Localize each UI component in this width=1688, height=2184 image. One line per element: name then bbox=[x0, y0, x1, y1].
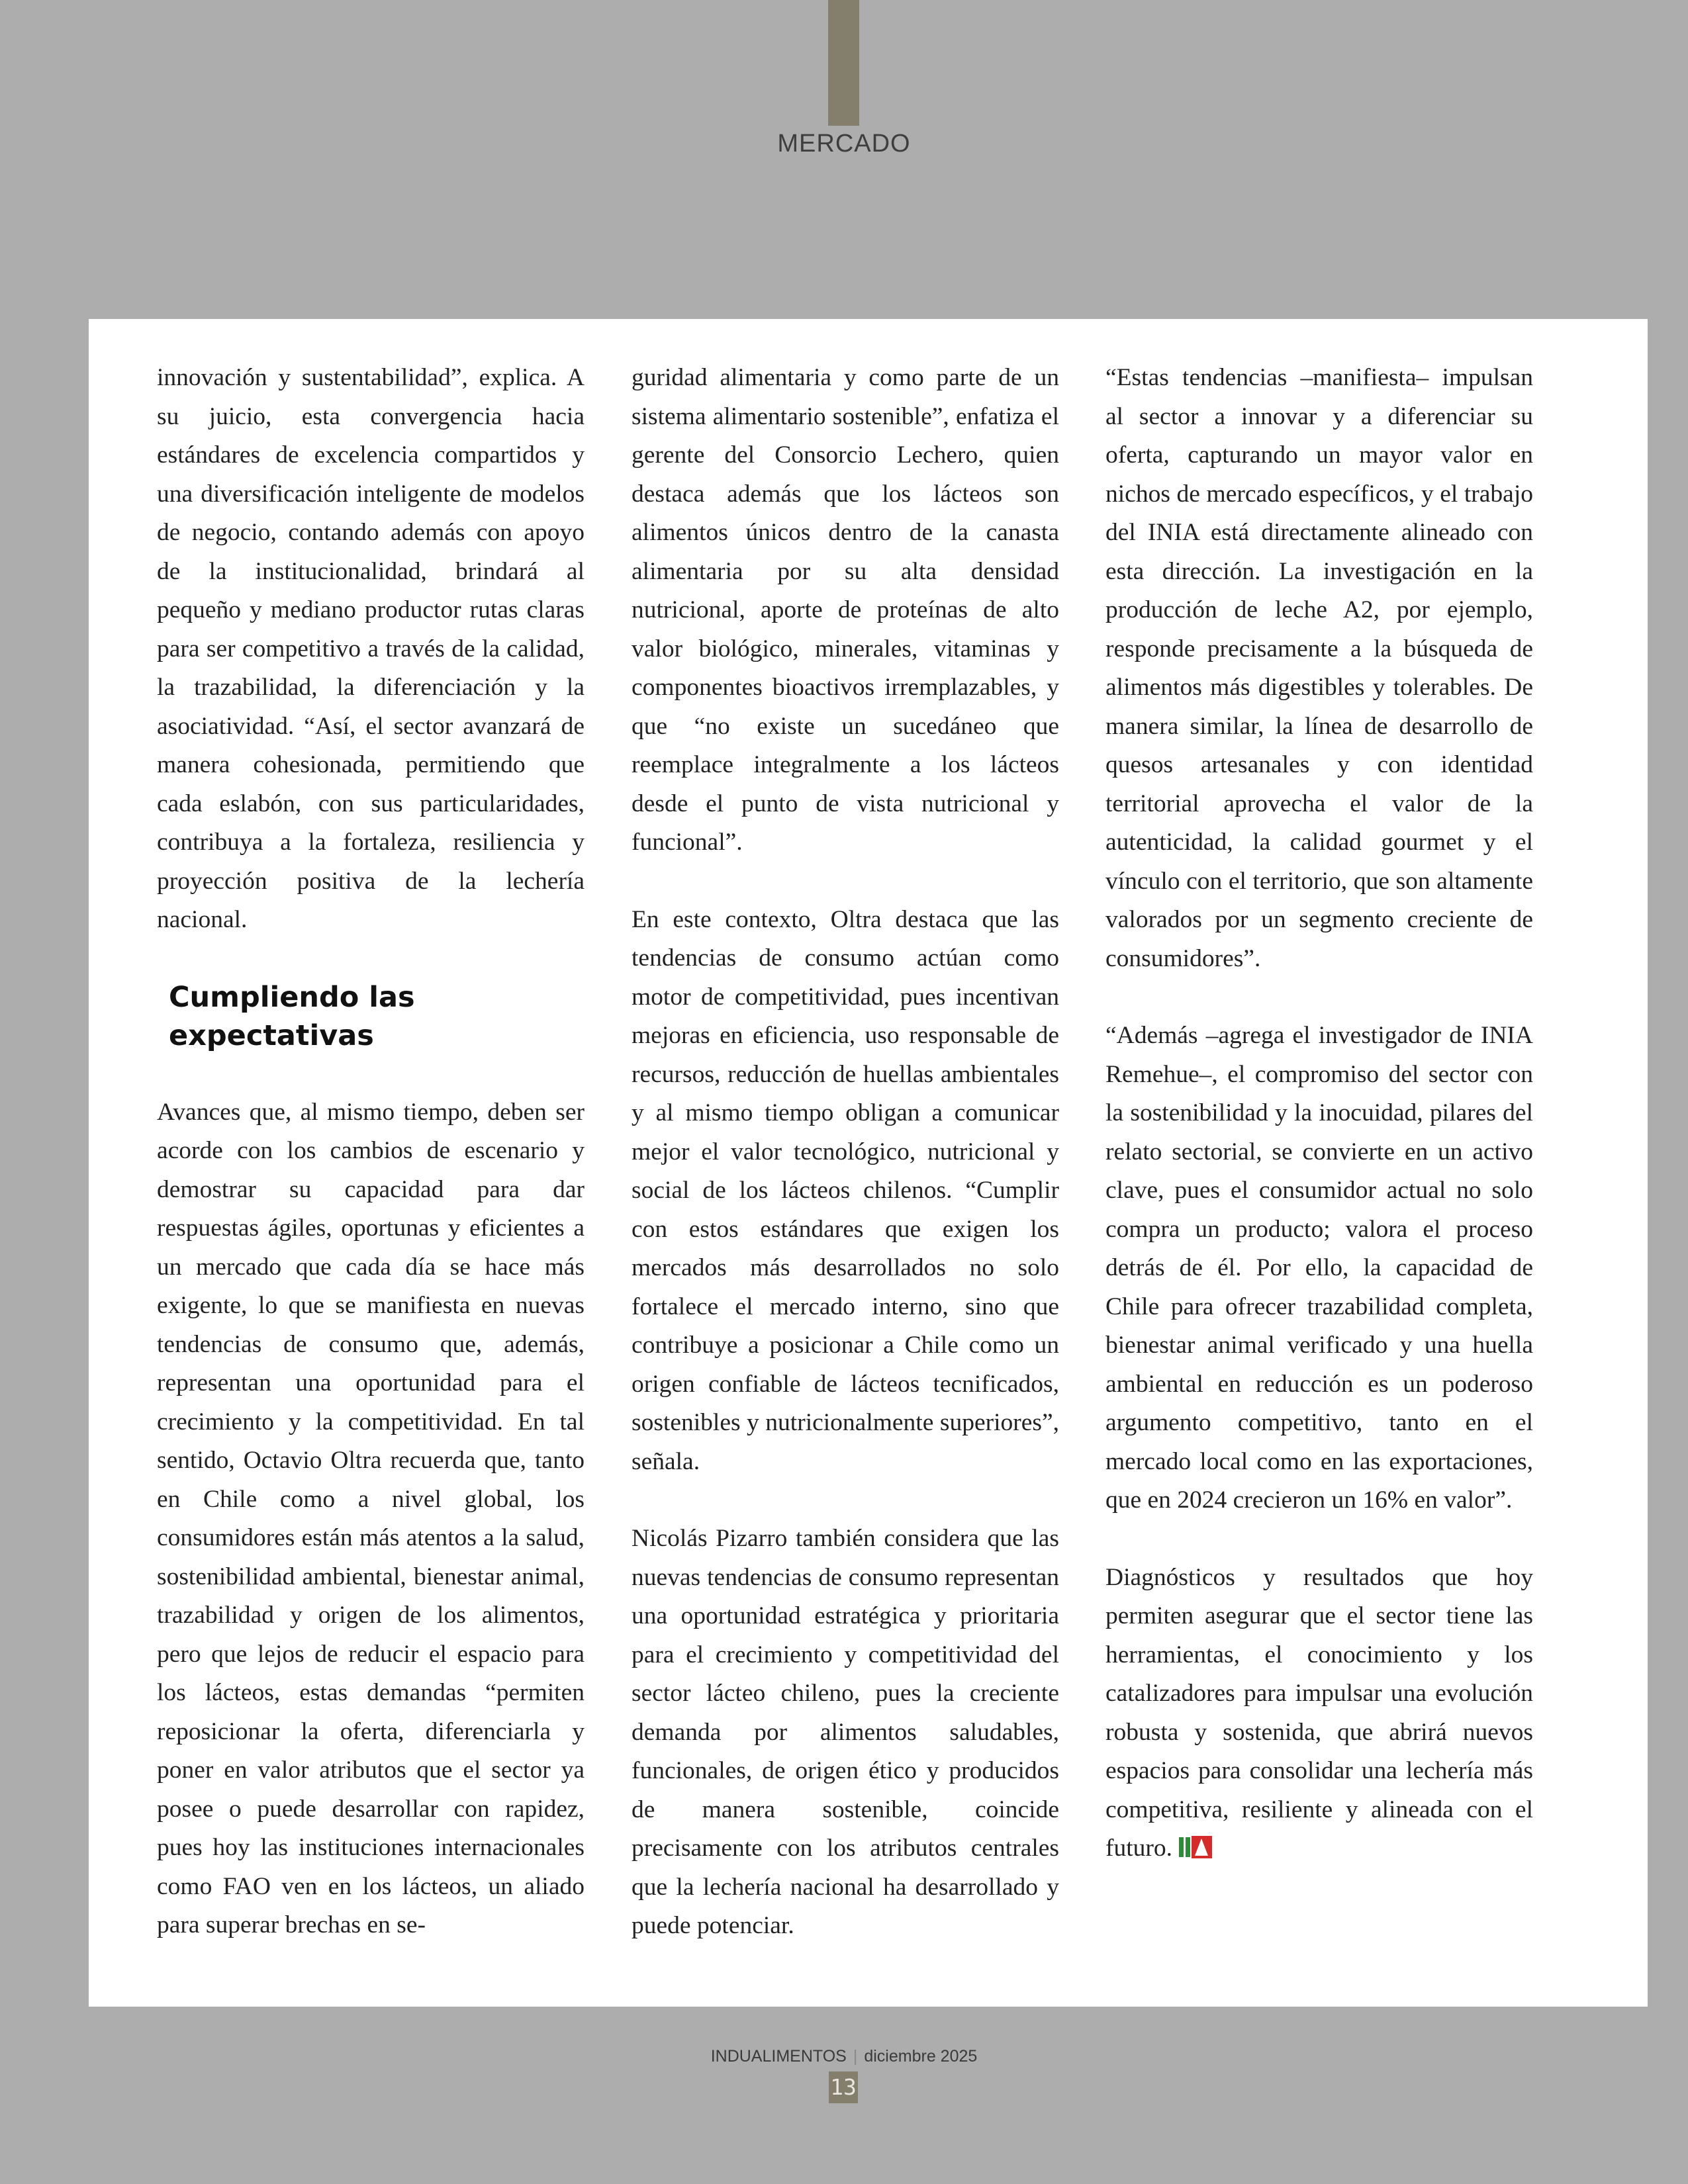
paragraph: “Además –agrega el investigador de INIA Remehue–, el compromiso del sector con la sostenibilidad y la inocuidad, pilares del relato sectorial, se convierte en un activo clave, pues el consumidor actual no solo compra un producto; valora el proceso detrás de él. Por ello, la capacidad de Chile para ofrecer trazabilidad completa, bienestar animal verificado y una huella ambiental en reducción es un poderoso argumento competitivo, tanto en el mercado local como en las exportaciones, que en 2024 crecieron un 16% en valor”. bbox=[1105, 1022, 1533, 1514]
header-accent-bar bbox=[828, 0, 859, 126]
section-label: MERCADO bbox=[777, 130, 911, 158]
article-column-3 bbox=[1105, 359, 1533, 1868]
article-column-1 bbox=[157, 359, 585, 1945]
section-subheading: Cumpliendo las expectativas bbox=[169, 980, 415, 1052]
paragraph: Avances que, al mismo tiempo, deben ser acorde con los cambios de escenario y demostrar su capacidad para dar respuestas ágiles, oportunas y eficientes a un mercado que cada día se hace más exigente, lo que se manifiesta en nuevas tendencias de consumo que, además, representan una oportunidad para el crecimiento y la competitividad. En tal sentido, Octavio Oltra recuerda que, tanto en Chile como a nivel global, los consumidores están más atentos a la salud, sostenibilidad ambiental, bienestar animal, trazabilidad y origen de los alimentos, pero que lejos de reducir el espacio para los lácteos, estas demandas “permiten reposicionar la oferta, diferenciarla y poner en valor atributos que el sector ya posee o puede desarrollar con rapidez, pues hoy las instituciones internacionales como FAO ven en los lácteos, un aliado para superar brechas en se- bbox=[157, 1098, 585, 1938]
paragraph: Nicolás Pizarro también considera que las nuevas tendencias de consumo representan una oportunidad estratégica y prioritaria para el crecimiento y competitividad del sector lácteo chileno, pues la creciente demanda por alimentos saludables, funcionales, de origen ético y producidos de manera sostenible, coincide precisamente con los atributos centrales que la lechería nacional ha desarrollado y puede potenciar. bbox=[632, 1525, 1059, 1939]
publication-name: INDUALIMENTOS bbox=[710, 2047, 847, 2066]
article-column-2 bbox=[632, 359, 1059, 1946]
paragraph-final-text: Diagnósticos y resultados que hoy permiten asegurar que el sector tiene las herramientas, el conocimiento y los catalizadores para impulsar una evolución robusta y sostenida, que abrirá nuevos espacios para consolidar una lechería más competitiva, resiliente y alineada con el futuro. bbox=[1105, 1563, 1533, 1862]
paragraph: innovación y sustentabilidad”, explica. A su juicio, esta convergencia hacia estándares de excelencia compartidos y una diversificación inteligente de modelos de negocio, contando además con apoyo de la institucionalidad, brindará al pequeño y mediano productor rutas claras para ser competitivo a través de la calidad, la trazabilidad, la diferenciación y la asociatividad. “Así, el sector avanzará de manera cohesionada, permitiendo que cada eslabón, con sus particularidades, contribuya a la fortaleza, resiliencia y proyección positiva de la lechería nacional. bbox=[157, 364, 585, 933]
paragraph: “Estas tendencias –manifiesta– impulsan al sector a innovar y a diferenciar su oferta, capturando un mayor valor en nichos de mercado específicos, y el trabajo del INIA está directamente alineado con esta dirección. La investigación en la producción de leche A2, por ejemplo, responde precisamente a la búsqueda de alimentos más digestibles y tolerables. De manera similar, la línea de desarrollo de quesos artesanales y con identidad territorial aprovecha el valor de la autenticidad, la calidad gourmet y el vínculo con el territorio, que son altamente valorados por un segmento creciente de consumidores”. bbox=[1105, 364, 1533, 972]
paragraph-final bbox=[1105, 1559, 1533, 1868]
footer-separator: | bbox=[853, 2047, 858, 2066]
issue-date: diciembre 2025 bbox=[864, 2047, 978, 2066]
inia-logo-icon bbox=[1179, 1836, 1213, 1858]
page-footer bbox=[0, 2047, 1688, 2066]
page-number: 13 bbox=[829, 2071, 858, 2103]
paragraph: guridad alimentaria y como parte de un sistema alimentario sostenible”, enfatiza el gerente del Consorcio Lechero, quien destaca además que los lácteos son alimentos únicos dentro de la canasta alimentaria por su alta densidad nutricional, aporte de proteínas de alto valor biológico, minerales, vitaminas y componentes bioactivos irremplazables, y que “no existe un sucedáneo que reemplace integralmente a los lácteos desde el punto de vista nutricional y funcional”. bbox=[632, 364, 1059, 856]
paragraph: En este contexto, Oltra destaca que las tendencias de consumo actúan como motor de competitividad, pues incentivan mejoras en eficiencia, uso responsable de recursos, reducción de huellas ambientales y al mismo tiempo obligan a comunicar mejor el valor tecnológico, nutricional y social de los lácteos chilenos. “Cumplir con estos estándares que exigen los mercados más desarrollados no solo fortalece el mercado interno, sino que contribuye a posicionar a Chile como un origen confiable de lácteos tecnificados, sostenibles y nutricionalmente superiores”, señala. bbox=[632, 905, 1059, 1475]
